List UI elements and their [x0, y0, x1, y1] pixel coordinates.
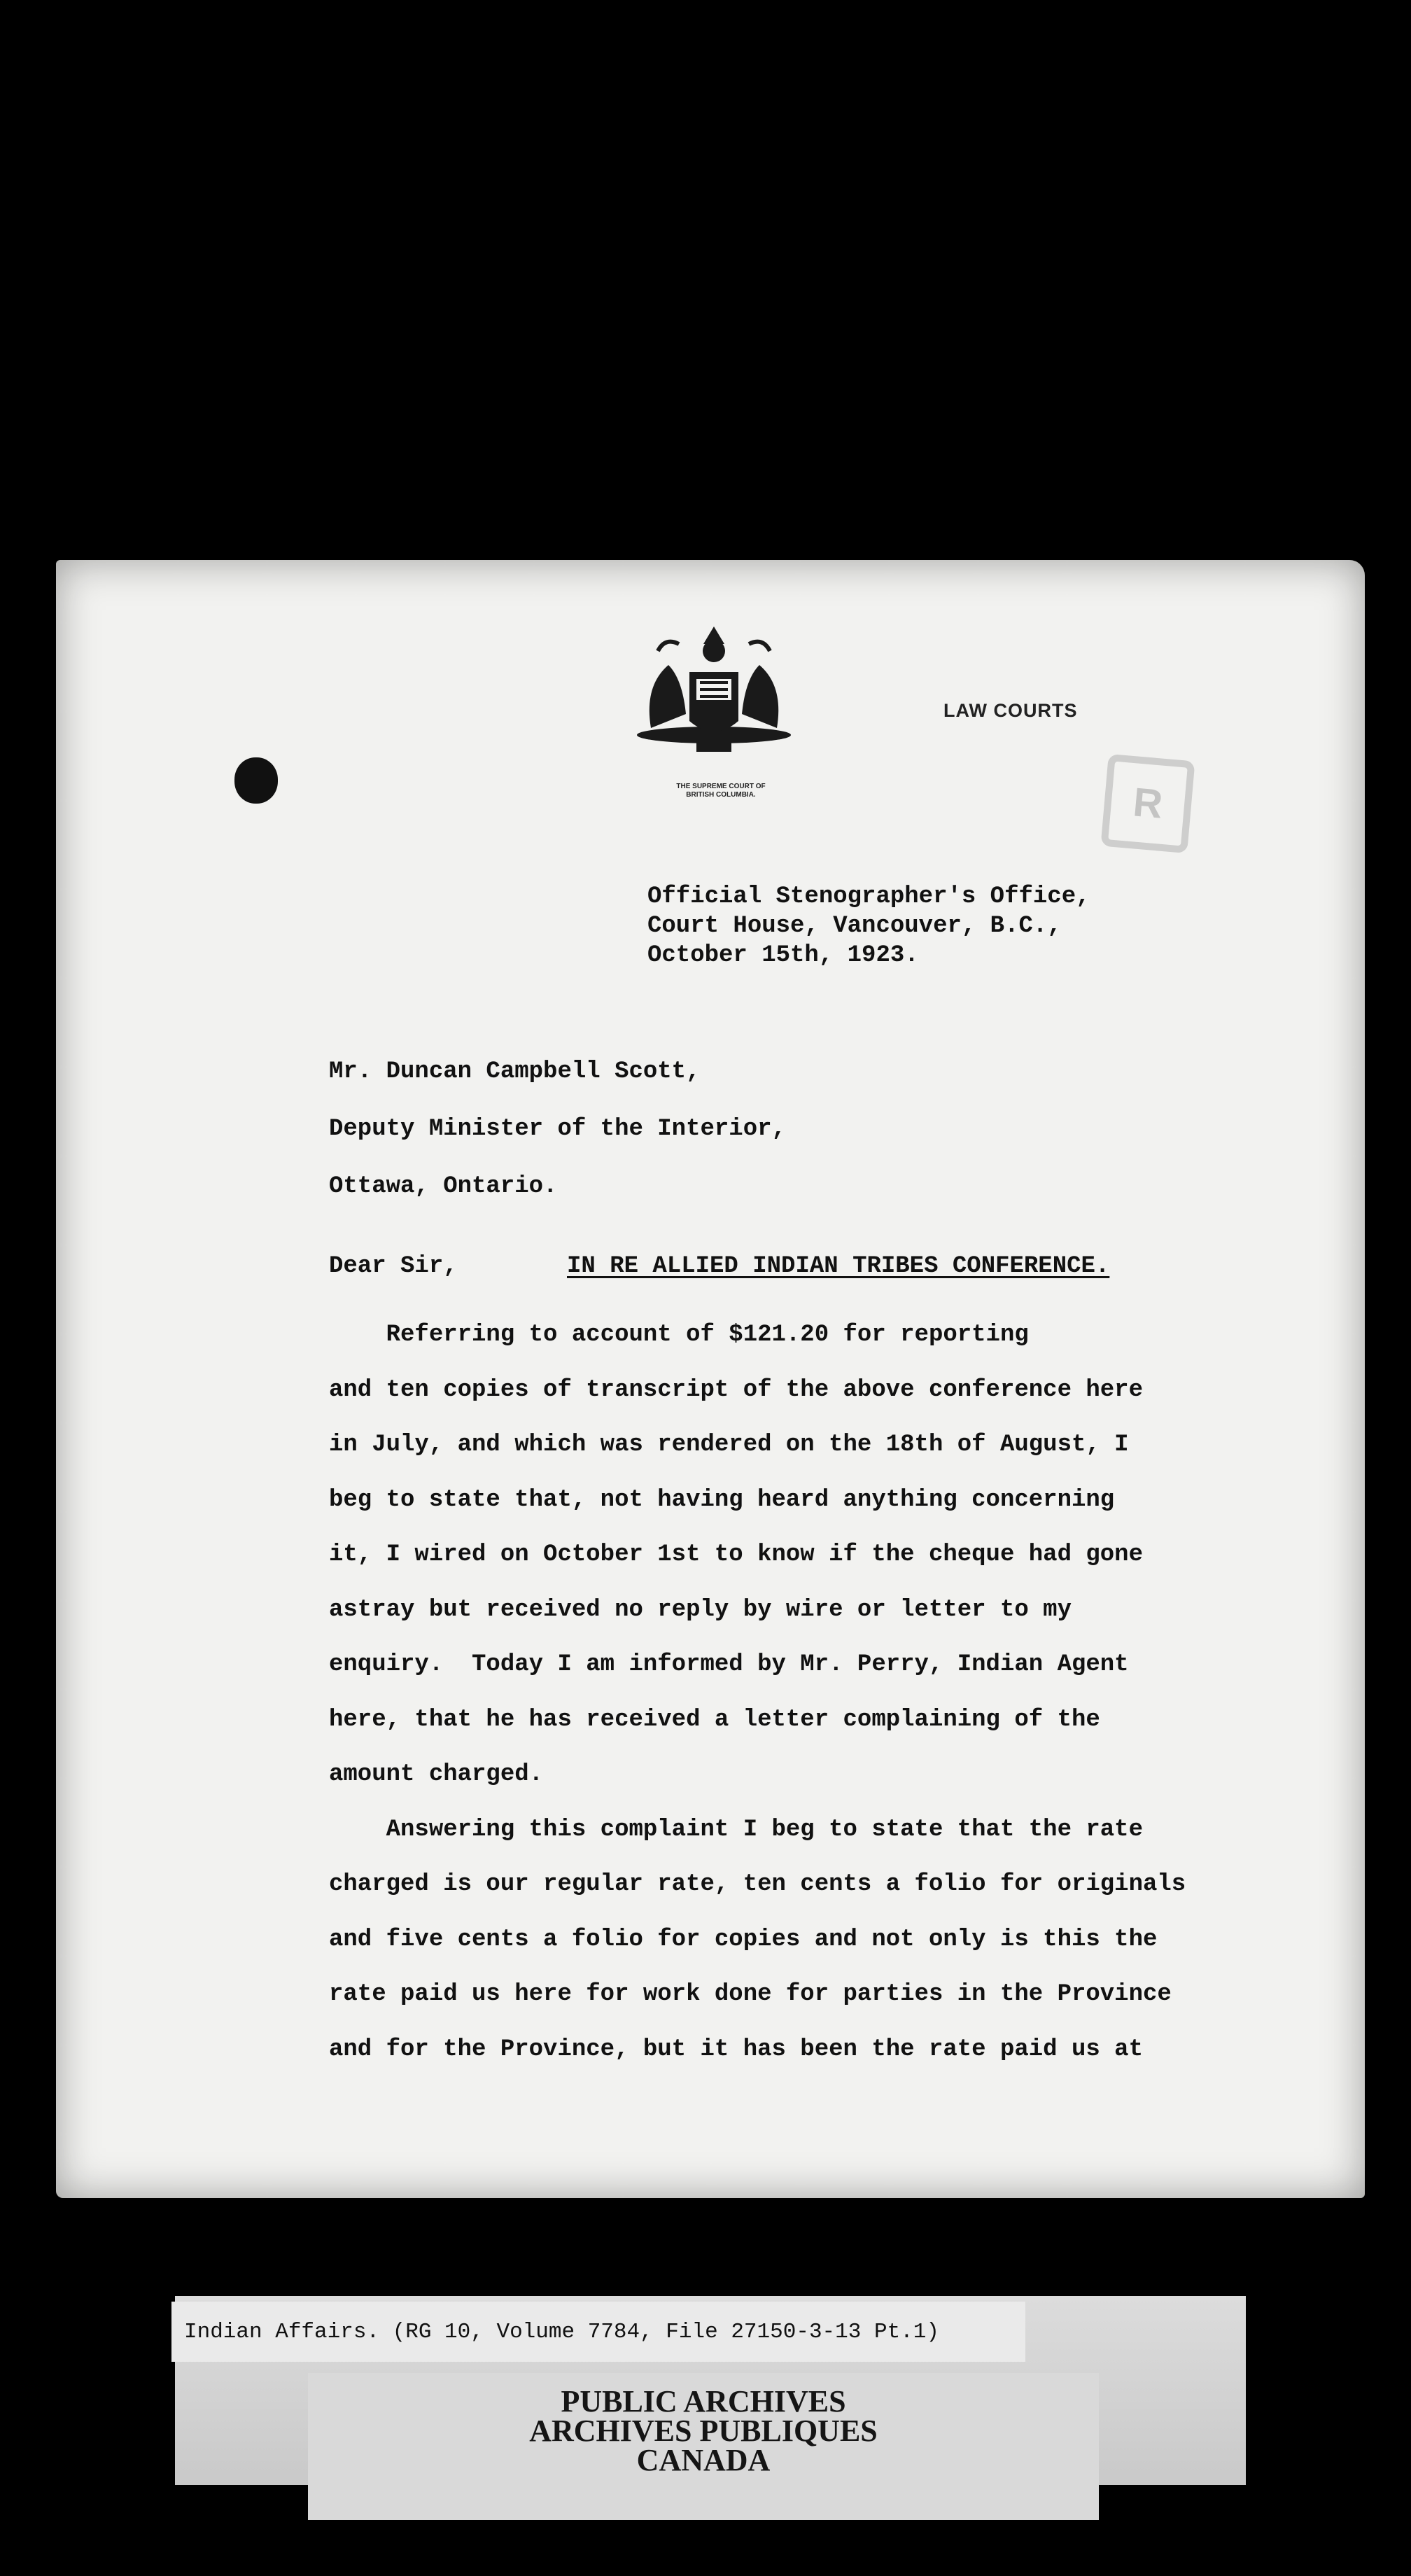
addressee-block [329, 1043, 786, 1215]
body-line: Referring to account of $121.20 for reporting [329, 1322, 1029, 1348]
crest-caption-line: BRITISH COLUMBIA. [686, 791, 756, 799]
archive-stamp-line: CANADA [636, 2443, 771, 2477]
body-line: here, that he has received a letter complaining of the [329, 1706, 1100, 1733]
archive-stamp [308, 2384, 1099, 2477]
archive-reference-label [171, 2302, 1025, 2362]
body-line: enquiry. Today I am informed by Mr. Perry, Indian Agent [329, 1651, 1129, 1678]
body-line: amount charged. [329, 1761, 544, 1788]
addressee-name: Mr. Duncan Campbell Scott, [329, 1058, 701, 1085]
addressee-location: Ottawa, Ontario. [329, 1173, 558, 1200]
body-line: rate paid us here for work done for parties in the Province [329, 1981, 1172, 2008]
archive-reference-text: Indian Affairs. (RG 10, Volume 7784, File 27150-3-13 Pt.1) [184, 2319, 939, 2344]
subject-line: IN RE ALLIED INDIAN TRIBES CONFERENCE. [567, 1253, 1110, 1280]
punch-hole [234, 757, 278, 804]
archive-stamp-line: ARCHIVES PUBLIQUES [529, 2414, 878, 2448]
coat-of-arms-icon [630, 623, 798, 784]
letter-body [329, 1308, 1186, 2077]
body-line: in July, and which was rendered on the 18th of August, I [329, 1432, 1129, 1458]
body-line: it, I wired on October 1st to know if the cheque had gone [329, 1541, 1143, 1568]
salutation: Dear Sir, [329, 1253, 458, 1280]
body-line: beg to state that, not having heard anything concerning [329, 1486, 1115, 1513]
letter-date: October 15th, 1923. [647, 942, 919, 969]
crest-caption-line: THE SUPREME COURT OF [676, 783, 766, 790]
body-line: and five cents a folio for copies and not only is this the [329, 1926, 1158, 1953]
received-stamp: R [1100, 754, 1195, 853]
addressee-title: Deputy Minister of the Interior, [329, 1116, 786, 1142]
crest-caption [651, 783, 791, 799]
body-line: and ten copies of transcript of the above conference here [329, 1376, 1143, 1404]
sender-office-block [647, 882, 1090, 970]
body-line: charged is our regular rate, ten cents a folio for originals [329, 1871, 1186, 1898]
body-line: and for the Province, but it has been the rate paid us at [329, 2036, 1143, 2063]
letter-page [56, 560, 1365, 2198]
archive-stamp-line: PUBLIC ARCHIVES [561, 2384, 846, 2418]
law-courts-heading: LAW COURTS [943, 700, 1078, 721]
sender-office-line: Court House, Vancouver, B.C., [647, 913, 1062, 939]
body-line: Answering this complaint I beg to state that the rate [329, 1816, 1143, 1843]
body-line: astray but received no reply by wire or letter to my [329, 1596, 1072, 1623]
sender-office-line: Official Stenographer's Office, [647, 883, 1090, 910]
